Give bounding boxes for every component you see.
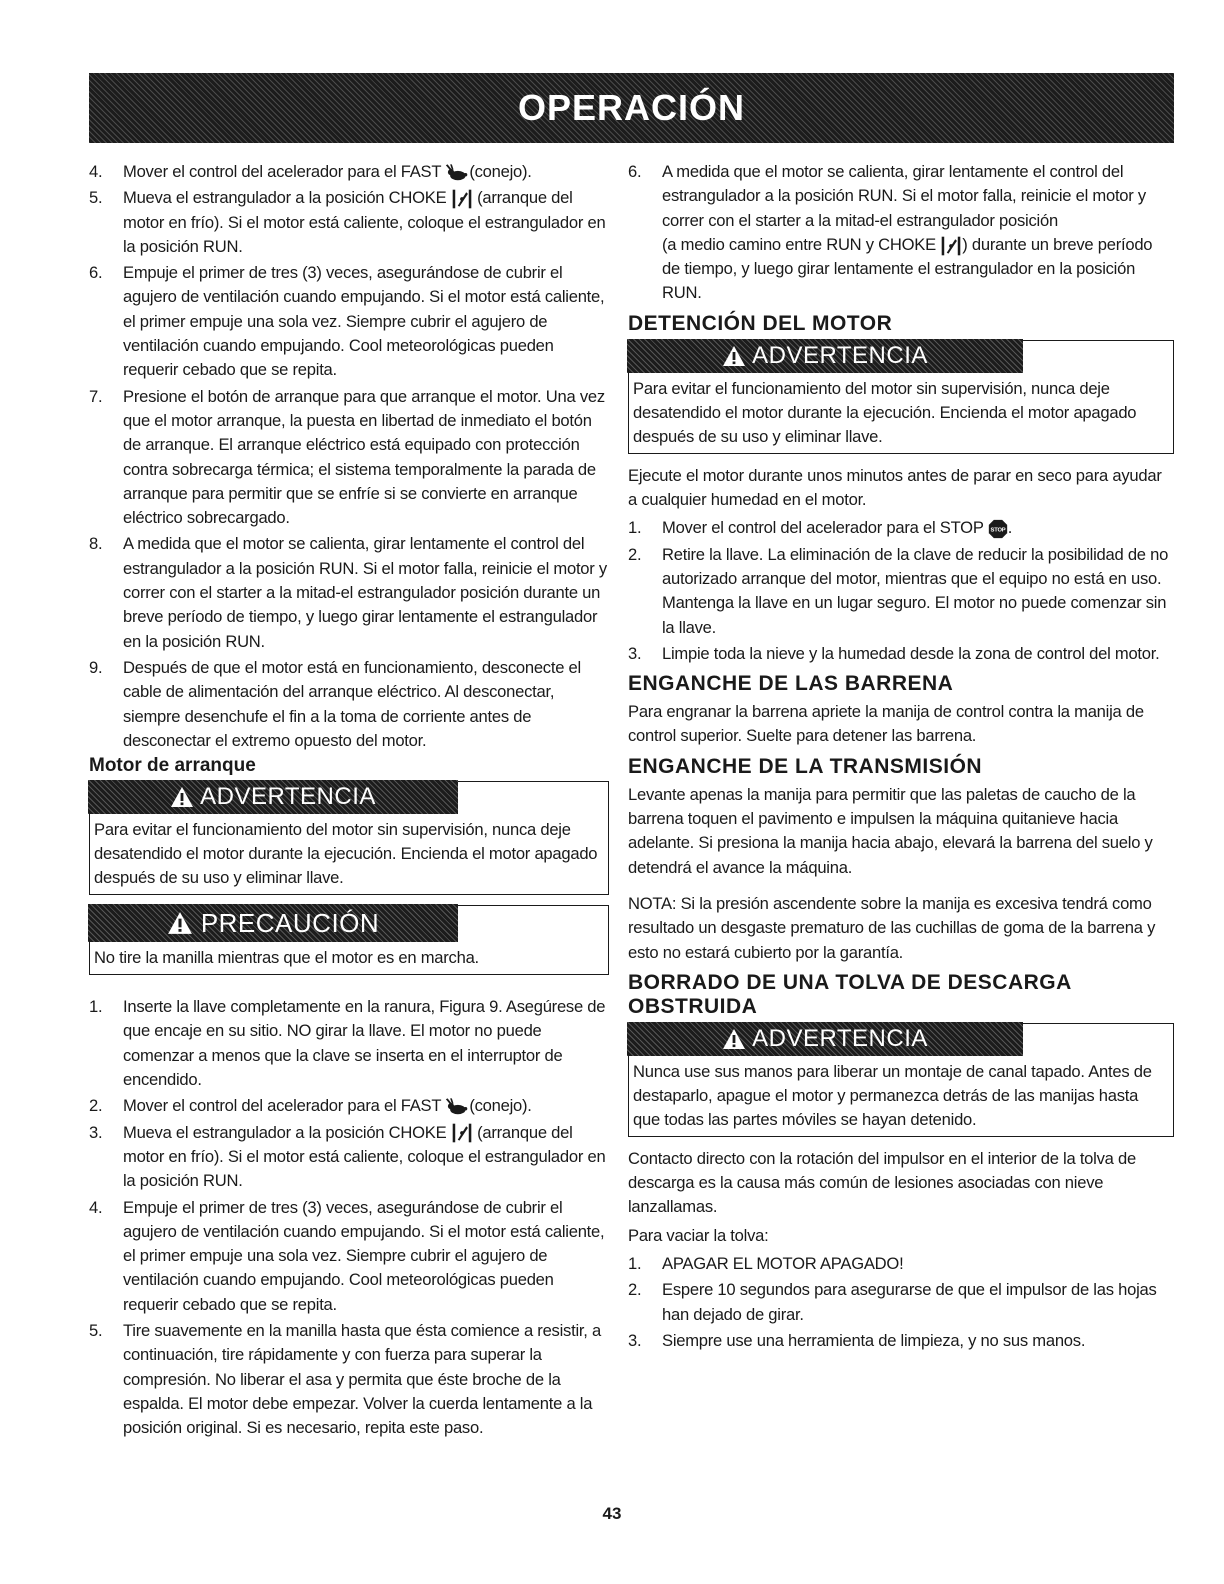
item-number: 2. [628, 1280, 642, 1300]
list-item [89, 186, 609, 259]
caution-banner [88, 904, 458, 942]
item-text [662, 516, 1174, 540]
list-item [89, 532, 609, 653]
warning-label: ADVERTENCIA [752, 341, 928, 369]
item-text-post: (arranque del motor en frío). Si el motor está caliente, coloque el estrangulador en la posición RUN. [123, 188, 606, 256]
item-number: 2. [628, 544, 642, 564]
item-text [123, 1094, 609, 1118]
item-text-pre: Mover el control del acelerador para el STOP [662, 518, 988, 538]
item-text-post: ) durante un breve período de tiempo, y luego girar lentamente el estrangulador en la posición RUN. [662, 234, 1153, 303]
item-text-pre: (a medio camino entre RUN y CHOKE [662, 234, 941, 254]
list-item [89, 995, 609, 1092]
item-text-a: A medida que el motor se calienta, girar lentamente el control del estrangulador a la posición RUN. Si el motor falla, reinicie el motor y correr con el starter a la mitad-el estrangulador posición [662, 162, 1146, 230]
stop-icon [988, 519, 1008, 539]
vaciar-label: Para vaciar la tolva: [628, 1225, 769, 1245]
warning-banner [88, 780, 458, 814]
item-text-pre: Mueva el estrangulador a la posición CHOKE [123, 1122, 451, 1142]
item-number: 9. [89, 657, 103, 677]
item-text [123, 186, 609, 259]
choke-icon [940, 235, 962, 257]
list-item [628, 642, 1174, 666]
item-text: Siempre use una herramienta de limpieza, y no sus manos. [662, 1330, 1086, 1350]
warning-triangle-icon [170, 786, 194, 808]
item-text: Presione el botón de arranque para que arranque el motor. Una vez que el motor arranque, la puesta en libertad de inmediato el botón de arranque. El arranque eléctrico está equipado con protección contra sobrecarga térmica; el sistema temporalmente la parada de arranque para permitir que se enfríe si se convierte en arranque eléctrico sobrecargado. [123, 386, 605, 528]
transmision-heading: ENGANCHE DE LA TRANSMISIÓN [628, 754, 983, 778]
warning-box [89, 781, 609, 895]
warning-banner [627, 339, 1023, 373]
item-text-post: (conejo). [469, 162, 532, 181]
item-number: 3. [628, 643, 642, 663]
transmision-note: NOTA: Si la presión ascendente sobre la manija es excesiva tendrá como resultado un desgaste prematuro de las cuchillas de goma de la barrena y esto no estará cubierto por la garantía. [628, 893, 1156, 962]
item-number: 6. [89, 263, 103, 283]
warning-text: Nunca use sus manos para liberar un montaje de canal tapado. Antes de destaparlo, apague el motor y permanezca detrás de las manijas hasta que todas las partes móviles se hayan detenido. [633, 1061, 1152, 1129]
item-text-pre: Mover el control del acelerador para el FAST [123, 1096, 446, 1116]
list-item [89, 1094, 609, 1118]
list-item [628, 1252, 1174, 1276]
item-number: 4. [89, 1197, 103, 1217]
rabbit-icon [445, 164, 469, 182]
item-number: 2. [89, 1096, 103, 1116]
choke-icon [451, 1122, 473, 1144]
item-number: 8. [89, 534, 103, 554]
item-text: Después de que el motor está en funcionamiento, desconecte el cable de alimentación del arranque eléctrico. Al desconectar, siempre desenchufe el fin a la toma de corriente antes de desconectar el extremo opuesto del motor. [123, 657, 581, 750]
caution-box [89, 905, 609, 975]
item-text: Empuje el primer de tres (3) veces, asegurándose de cubrir el agujero de ventilación cuando empujando. Si el motor está caliente, el primer empuje una sola vez. Siempre cubrir el agujero de ventilación cuando empujando. Cool meteorológicas pueden requerir cebado que se repita. [123, 1197, 605, 1314]
list-item [89, 656, 609, 753]
item-number: 5. [89, 1320, 103, 1340]
item-text-pre: Mueva el estrangulador a la posición CHOKE [123, 188, 451, 208]
left-column [89, 160, 609, 1442]
borrado-intro: Contacto directo con la rotación del impulsor en el interior de la tolva de descarga es la causa más común de lesiones asociadas con nieve lanzallamas. [628, 1148, 1136, 1217]
list-item [628, 1278, 1174, 1327]
warning-text: Para evitar el funcionamiento del motor sin supervisión, nunca deje desatendido el motor durante la ejecución. Encienda el motor apagado después de su uso y eliminar llave. [633, 378, 1137, 446]
right-column [628, 160, 1174, 1355]
item-number: 1. [628, 1254, 642, 1274]
section-banner [89, 73, 1174, 143]
item-text: Empuje el primer de tres (3) veces, asegurándose de cubrir el agujero de ventilación cuando empujando. Si el motor está caliente, el primer empuje una sola vez. Siempre cubrir el agujero de ventilación cuando empujando. Cool meteorológicas pueden requerir cebado que se repita. [123, 263, 605, 380]
section-title: OPERACIÓN [517, 87, 746, 128]
warning-text: Para evitar el funcionamiento del motor sin supervisión, nunca deje desatendido el motor durante la ejecución. Encienda el motor apagado después de su uso y eliminar llave. [94, 820, 598, 888]
item-number: 5. [89, 188, 103, 208]
detencion-intro: Ejecute el motor durante unos minutos antes de parar en seco para ayudar a cualquier humedad en el motor. [628, 465, 1162, 510]
warning-box [628, 1023, 1174, 1137]
item-text-post: (conejo). [469, 1096, 532, 1116]
item-text [662, 160, 1174, 306]
item-number: 1. [628, 518, 642, 538]
list-item [628, 160, 1174, 306]
item-text: APAGAR EL MOTOR APAGADO! [662, 1254, 904, 1274]
warning-label: ADVERTENCIA [752, 1024, 928, 1052]
list-item [89, 1121, 609, 1194]
detencion-heading: DETENCIÓN DEL MOTOR [628, 311, 893, 335]
item-text [123, 1121, 609, 1194]
item-number: 4. [89, 162, 103, 181]
warning-box [628, 340, 1174, 454]
warning-banner [627, 1022, 1023, 1056]
item-number: 1. [89, 997, 103, 1017]
list-item [89, 261, 609, 382]
list-item [628, 1329, 1174, 1353]
item-number: 7. [89, 386, 103, 406]
list-item [628, 543, 1174, 640]
borrado-heading: BORRADO DE UNA TOLVA DE DESCARGA OBSTRUIDA [628, 970, 1072, 1018]
warning-triangle-icon [722, 1028, 746, 1050]
list-item [89, 1196, 609, 1317]
item-text: Inserte la llave completamente en la ranura, Figura 9. Asegúrese de que encaje en su sitio. NO girar la llave. El motor no puede comenzar a menos que la clave se inserta en el interruptor de encendido. [123, 997, 606, 1090]
list-item [89, 385, 609, 531]
caution-text: No tire la manilla mientras que el motor es en marcha. [94, 948, 479, 968]
choke-icon [451, 188, 473, 210]
item-text: Limpie toda la nieve y la humedad desde la zona de control del motor. [662, 643, 1160, 663]
warning-triangle-icon [722, 345, 746, 367]
item-text-post: (arranque del motor en frío). Si el motor está caliente, coloque el estrangulador en la posición RUN. [123, 1122, 606, 1191]
item-text: Retire la llave. La eliminación de la clave de reducir la posibilidad de no autorizado arranque del motor, mientras que el equipo no está en uso. Mantenga la llave en un lugar seguro. El motor no puede comenzar sin la llave. [662, 544, 1169, 637]
rabbit-icon [445, 1098, 469, 1116]
caution-label: PRECAUCIÓN [200, 907, 380, 938]
item-number: 6. [628, 162, 642, 181]
item-text: Tire suavemente en la manilla hasta que ésta comience a resistir, a continuación, tire rápidamente y con fuerza para superar la compresión. No liberar el asa y permita que éste broche de la espalda. El motor debe empezar. Volver la cuerda lentamente a la posición original. Si es necesario, repita este paso. [123, 1320, 601, 1438]
list-item [89, 1319, 609, 1440]
item-text: Espere 10 segundos para asegurarse de que el impulsor de las hojas han dejado de girar. [662, 1280, 1157, 1324]
item-number: 3. [628, 1330, 642, 1350]
item-number: 3. [89, 1122, 103, 1142]
motor-arranque-heading: Motor de arranque [89, 755, 256, 777]
list-item [89, 160, 609, 184]
warning-label: ADVERTENCIA [200, 783, 376, 811]
item-text: A medida que el motor se calienta, girar lentamente el control del estrangulador a la posición RUN. Si el motor falla, reinicie el motor y correr con el starter a la mitad-el estrangulador posición durante un breve período de tiempo, y luego girar lentamente el estrangulador en la posición RUN. [123, 534, 607, 651]
barrena-text: Para engranar la barrena apriete la manija de control contra la manija de control superior. Suelte para detener las barrena. [628, 702, 1144, 746]
item-text [123, 160, 609, 184]
caution-triangle-icon [167, 911, 193, 935]
transmision-text: Levante apenas la manija para permitir que las paletas de caucho de la barrena toquen el pavimento e impulsen la máquina quitanieve hacia adelante. Si presiona la manija hacia abajo, elevará la barrena del suelo y detendrá el avance la máquina. [628, 784, 1153, 877]
item-text-post: . [1007, 518, 1013, 538]
list-item [628, 516, 1174, 540]
barrena-heading: ENGANCHE DE LAS BARRENA [628, 672, 954, 696]
item-text-pre: Mover el control del acelerador para el FAST [123, 162, 446, 181]
page-number: 43 [602, 1504, 622, 1523]
